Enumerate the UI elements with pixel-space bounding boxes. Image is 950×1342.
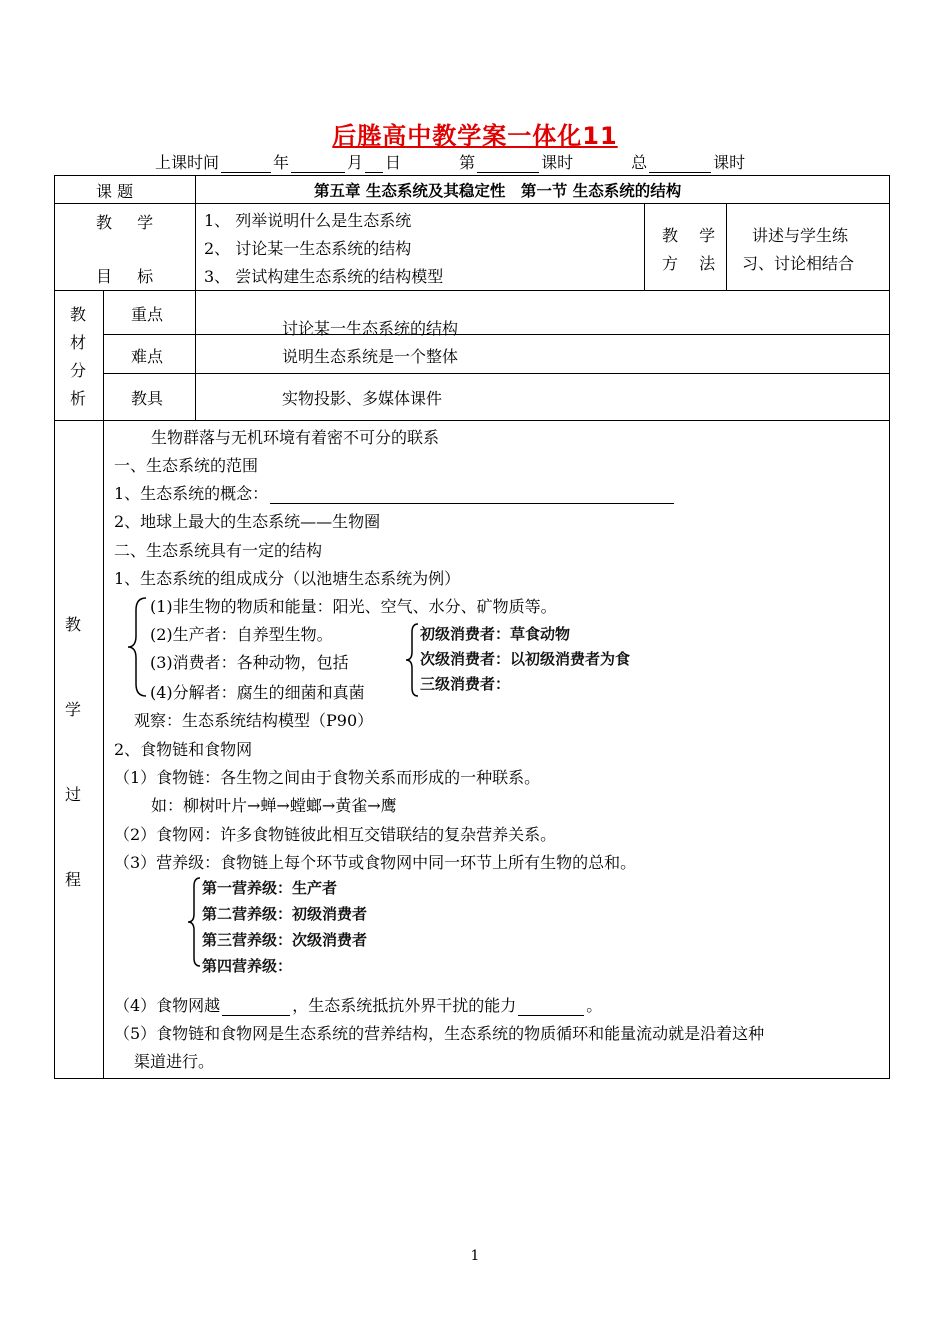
month-blank[interactable] (291, 156, 345, 173)
teaching-aids-value: 实物投影、多媒体课件 (282, 389, 443, 408)
component-item: (2)生产者：自养型生物。 (150, 625, 333, 644)
analysis-side-char: 材 (70, 333, 87, 352)
topic-value: 第五章 生态系统及其稳定性 第一节 生态系统的结构 (314, 182, 682, 200)
difficulty-label: 难点 (131, 347, 164, 366)
consumer-level: 初级消费者：草食动物 (420, 625, 571, 643)
key-point-value: 讨论某一生态系统的结构 (282, 319, 459, 338)
trophic-brace-icon (186, 876, 202, 968)
biosphere-line: 2、地球上最大的生态系统——生物圈 (114, 512, 381, 531)
consumer-level: 次级消费者：以初级消费者为食 (420, 650, 631, 668)
food-chain-heading: 2、食物链和食物网 (114, 740, 253, 759)
topic-label: 课 题 (96, 182, 134, 201)
process-side-char: 教 (65, 615, 82, 634)
teaching-aids-label: 教具 (131, 389, 164, 408)
objective-item: 2、 讨论某一生态系统的结构 (204, 239, 412, 258)
analysis-side-char: 教 (70, 305, 87, 324)
concept-label: 1、生态系统的概念： (114, 484, 269, 503)
web-complexity-blank[interactable] (222, 999, 290, 1016)
method-label-1: 教 学 (662, 226, 724, 245)
objectives-label-top: 教 学 (96, 213, 164, 232)
year-blank[interactable] (221, 156, 271, 173)
objective-item: 3、 尝试构建生态系统的结构模型 (204, 267, 444, 286)
trophic-level: 第四营养级： (202, 957, 293, 975)
section-heading: 二、生态系统具有一定的结构 (114, 541, 323, 560)
class-time-label: 上课时间 (155, 153, 220, 172)
lesson-suffix: 课时 (541, 153, 574, 172)
component-item: (3)消费者：各种动物，包括 (150, 653, 349, 672)
process-intro: 生物群落与无机环境有着密不可分的联系 (151, 428, 440, 447)
method-value-1: 讲述与学生练 (752, 226, 849, 245)
observe-note: 观察：生态系统结构模型（P90） (134, 711, 374, 730)
lesson-blank[interactable] (477, 156, 539, 173)
consumer-brace-icon (404, 622, 420, 698)
process-side-char: 程 (65, 870, 82, 889)
concept-blank[interactable] (270, 487, 674, 504)
document-title: 后塍高中教学案一体化11 (332, 122, 618, 150)
method-value-2: 习、讨论相结合 (742, 254, 855, 273)
process-side-char: 学 (65, 700, 82, 719)
objectives-label-bottom: 目 标 (96, 267, 164, 286)
trophic-level-definition: （3）营养级：食物链上每个环节或食物网中同一环节上所有生物的总和。 (114, 853, 637, 872)
key-point-label: 重点 (131, 305, 164, 324)
total-blank[interactable] (649, 156, 711, 173)
year-label: 年 (273, 153, 290, 172)
food-chain-definition: （1）食物链：各生物之间由于食物关系而形成的一种联系。 (114, 768, 541, 787)
concept-line (114, 481, 676, 504)
schedule-line (155, 150, 745, 173)
food-chain-example: 如：柳树叶片→蝉→螳螂→黄雀→鹰 (151, 796, 397, 815)
day-label: 日 (385, 153, 402, 172)
day-blank[interactable] (365, 156, 383, 173)
objective-item: 1、 列举说明什么是生态系统 (204, 211, 412, 230)
nutrient-structure-line-2: 渠道进行。 (134, 1052, 215, 1071)
total-suffix: 课时 (713, 153, 746, 172)
month-label: 月 (347, 153, 364, 172)
trophic-level: 第一营养级：生产者 (202, 879, 338, 897)
component-item: (4)分解者：腐生的细菌和真菌 (150, 683, 365, 702)
method-label-2: 方 法 (662, 254, 724, 273)
left-brace-icon (126, 596, 150, 698)
analysis-side-char: 析 (70, 389, 87, 408)
web-complexity-line: （4）食物网越 ，生态系统抵抗外界干扰的能力 。 (114, 996, 603, 1015)
process-side-char: 过 (65, 785, 82, 804)
total-prefix: 总 (631, 153, 648, 172)
component-item: (1)非生物的物质和能量：阳光、空气、水分、矿物质等。 (150, 597, 557, 616)
lesson-prefix: 第 (459, 153, 476, 172)
consumer-level: 三级消费者： (420, 675, 511, 693)
food-web-definition: （2）食物网：许多食物链彼此相互交错联结的复杂营养关系。 (114, 825, 557, 844)
analysis-side-char: 分 (70, 361, 87, 380)
difficulty-value: 说明生态系统是一个整体 (282, 347, 459, 366)
trophic-level: 第三营养级：次级消费者 (202, 931, 368, 949)
section-heading: 一、生态系统的范围 (114, 456, 259, 475)
nutrient-structure-line: （5）食物链和食物网是生态系统的营养结构，生态系统的物质循环和能量流动就是沿着这种 (114, 1024, 765, 1043)
components-heading: 1、生态系统的组成成分（以池塘生态系统为例） (114, 569, 461, 588)
resistance-blank[interactable] (518, 999, 584, 1016)
page-number: 1 (470, 1248, 480, 1264)
trophic-level: 第二营养级：初级消费者 (202, 905, 368, 923)
